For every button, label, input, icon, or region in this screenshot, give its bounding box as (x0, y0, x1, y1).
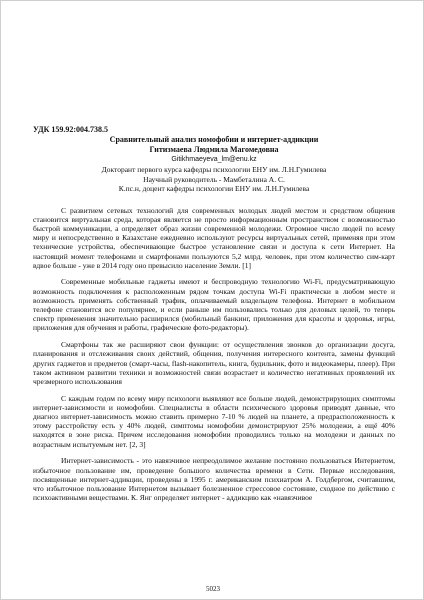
author-name: Гитизмаева Людмила Магомедовна (149, 145, 279, 154)
paragraph-2: Современные мобильные гаджеты имеют и беспроводную технологию Wi-Fi, предусматривающую возможность подключения к расположенным рядом точкам доступа Wi-Fi практически в любом месте и возможность применять собственный трафик, оплачиваемый владельцем телефона. Интернет в мобильном телефоне становится все популярнее, и если раньше им пользовались только для деловых целей, то теперь спектр применения значительно расширился (мобильный банкинг, приложения для красоты и здоровья, игры, приложения для обучения и работы, графические фото-редакторы). (33, 277, 395, 333)
page-number: 5023 (206, 585, 220, 593)
author-affiliation: Докторант первого курса кафедры психологии ЕНУ им. Л.Н.Гумилева (101, 165, 327, 174)
paragraph-4: С каждым годом по всему миру психологи выявляют все больше людей, демонстрирующих симптомы интернет-зависимости и номофобии. Специалисты в области психического здоровья приводят данные, что диагноз интернет-зависимость можно ставить примерно 7-10 % людей на планете, а предрасположенность к этому расстройству есть у 40% людей, симптомы номофобии демонстрируют 25% молодежи, а ещё 40% находятся в зоне риска. Причем исследования номофобии проводились только на молодежи и данных по возрастным испытуемым нет. [2, 3] (33, 393, 395, 449)
author-email[interactable]: Gitikhmaeyeva_lm@enu.kz (171, 156, 257, 163)
paragraph-5: Интернет-зависимость - это навязчивое непреодолимое желание постоянно пользоваться Интернетом, избыточное пользование им, проведение большого количества времени в Сети. Первые исследования, посвященные интернет-аддикции, проведены в 1995 г. американским психиатром А. Голдбергом, считавшим, что избыточное пользование Интернетом вызывает болезненное стрессовое состояние, сходное по действию с психоактивными веществами. К. Янг определяет интернет - аддикцию как «навязчивое (33, 456, 395, 503)
article-title: Сравнительный анализ номофобии и интернет-аддикции (109, 135, 319, 144)
paragraph-1: С развитием сетевых технологий для современных молодых людей местом и средством общения становится виртуальная среда, которая является не просто информационным пространством с возможностью быстрой коммуникации, а определяет образ жизни современной молодежи. Огромное число людей по всему миру и непосредственно в Казахстане ежедневно используют ресурсы виртуальных сетей, применяя при этом технические устройства, обеспечивающие быстрое установление связи и доступа к сети Интернет. На настоящий момент телефонами и смартфонами пользуются 5,2 млрд. человек, при этом количество сим-карт вдвое больше - уже в 2014 году оно превысило население Земли. [1] (33, 205, 395, 270)
paragraph-3: Смартфоны так же расширяют свои функции: от осуществления звонков до организации досуга, планирования и отслеживания своих действий, общения, получения интересного контента, замены функций других гаджетов и предметов (смарт-часы, flash-накопитель, книга, будильник, фото и видеокамеры, плеер). При таком активном развитии техники и возможностей связи возрастает и количество негативных проявлений их чрезмерного использования (33, 340, 395, 386)
udk-code: УДК 159.92:004.738.5 (33, 125, 109, 134)
article-body (33, 125, 395, 510)
supervisor: Научный руководитель - Мамбеталина А. С. (143, 174, 285, 184)
supervisor-title: К.пс.н, доцент кафедры психологии ЕНУ им. Л.Н.Гумилева (118, 184, 310, 193)
